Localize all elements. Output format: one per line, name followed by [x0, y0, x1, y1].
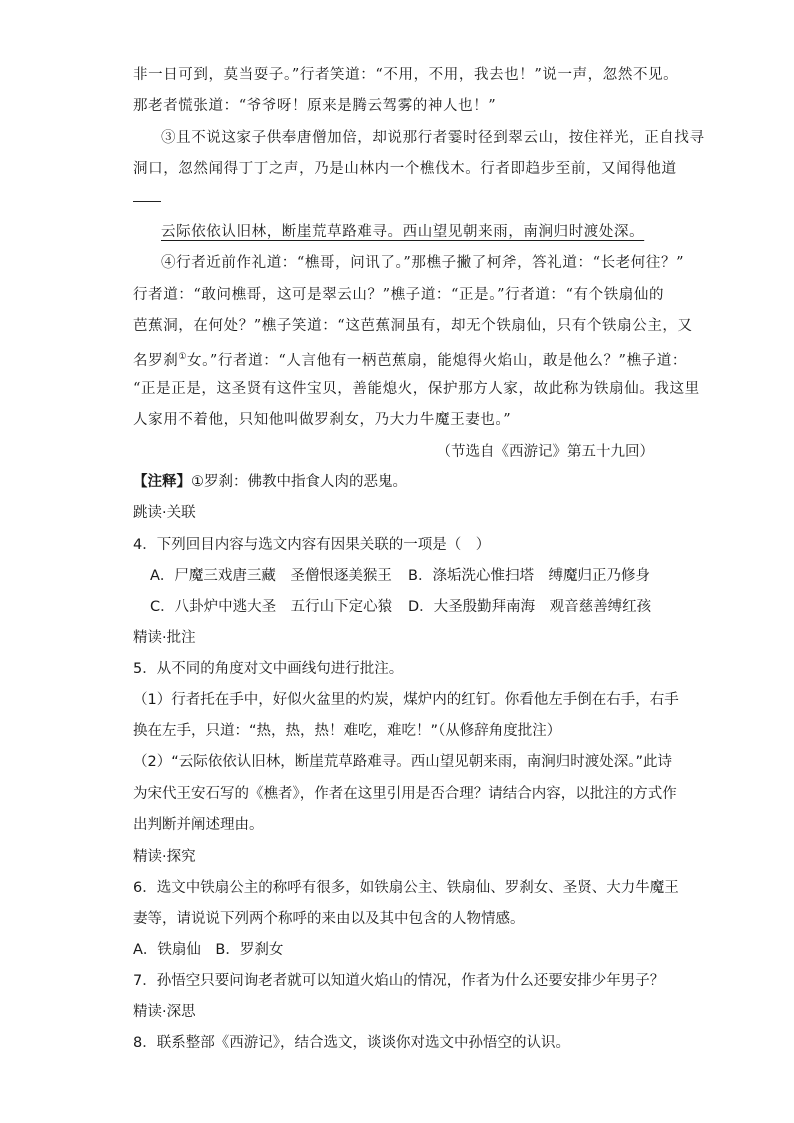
- passage-line: [133, 347, 687, 371]
- question-7-stem: 7．孙悟空只要问询老者就可以知道火焰山的情况，作者为什么还要安排少年男子？: [133, 973, 665, 989]
- question-5-sub2: （2）“云际依依认旧林，断崖荒草路难寻。西山望见朝来雨，南涧归时渡处深。”此诗: [133, 754, 672, 770]
- underlined-poem: 云际依依认旧林，断崖荒草路难寻。西山望见朝来雨，南涧归时渡处深。: [161, 224, 645, 240]
- annotation-note: [133, 472, 407, 492]
- question-4-option-c: C．八卦炉中逃大圣 五行山下定心猿: [150, 599, 393, 615]
- question-4-option-a: A．尸魔三戏唐三藏 圣僧恨逐美猴王: [150, 568, 392, 584]
- question-5-sub2-cont: 为宋代王安石写的《樵者》，作者在这里引用是否合理？请结合内容，以批注的方式作: [133, 786, 677, 802]
- question-6-options: A．铁扇仙 B．罗刹女: [133, 942, 284, 958]
- question-6-stem: 6．选文中铁扇公主的称呼有很多，如铁扇公主、铁扇仙、罗刹女、圣贤、大力牛魔王: [133, 880, 679, 896]
- question-5-sub1-cont: 换在左手，只道：“热，热，热！难吃，难吃！”（从修辞角度批注）: [133, 723, 562, 739]
- question-6-stem-cont: 妻等，请说说下列两个称呼的来由以及其中包含的人物情感。: [133, 911, 525, 927]
- passage-line: 行者道：“敢问樵哥，这可是翠云山？”樵子道：“正是。”行者道：“有个铁扇仙的: [133, 287, 665, 303]
- passage-line: 非一日可到，莫当耍子。”行者笑道：“不用，不用，我去也！”说一声，忽然不见。: [133, 67, 679, 83]
- question-5-sub1: （1）行者托在手中，好似火盆里的灼炭，煤炉内的红钉。你看他左手倒在右手，右手: [133, 692, 679, 708]
- question-4-option-d: D．大圣殷勤拜南海 观音慈善缚红孩: [408, 599, 652, 615]
- note-label: 【注释】: [133, 474, 191, 490]
- question-4-option-b: B．涤垢洗心惟扫塔 缚魔归正乃修身: [408, 568, 650, 584]
- passage-line: ③且不说这家子供奉唐僧加倍，却说那行者霎时径到翠云山，按住祥光，正自找寻: [161, 130, 705, 146]
- passage-line: 洞口，忽然闻得丁丁之声，乃是山林内一个樵伐木。行者即趋步至前，又闻得他道: [133, 161, 677, 177]
- passage-line: 芭蕉洞，在何处？”樵子笑道：“这芭蕉洞虽有，却无个铁扇仙，只有个铁扇公主，又: [133, 318, 693, 334]
- question-4-stem: 4．下列回目内容与选文内容有因果关联的一项是（ ）: [133, 537, 491, 553]
- section-heading: 精读·批注: [133, 630, 196, 646]
- section-heading: 跳读·关联: [133, 505, 196, 521]
- passage-line: 人家用不着他，只知他叫做罗刹女，乃大力牛魔王妻也。”: [133, 412, 512, 428]
- passage-line: “正是正是，这圣贤有这件宝贝，善能熄火，保护那方人家，故此称为铁扇仙。我这里: [133, 381, 700, 397]
- section-heading: 精读·探究: [133, 849, 196, 865]
- answer-blank: [133, 201, 161, 202]
- note-text: ①罗刹：佛教中指食人肉的恶鬼。: [191, 474, 407, 490]
- source-citation: （节选自《西游记》第五十九回）: [436, 444, 654, 460]
- question-5-sub2-cont: 出判断并阐述理由。: [133, 817, 264, 833]
- passage-text: 名罗刹: [133, 352, 179, 369]
- passage-line: 那老者慌张道：“爷爷呀！原来是腾云驾雾的神人也！”: [133, 98, 497, 114]
- question-8-stem: 8．联系整部《西游记》，结合选文，谈谈你对选文中孙悟空的认识。: [133, 1035, 570, 1051]
- footnote-marker: ①: [178, 352, 187, 362]
- passage-line: ④行者近前作礼道：“樵哥，问讯了。”那樵子撇了柯斧，答礼道：“长老何往？”: [161, 255, 685, 271]
- question-5-stem: 5．从不同的角度对文中画线句进行批注。: [133, 661, 404, 677]
- section-heading: 精读·深思: [133, 1004, 196, 1020]
- passage-text: 女。”行者道：“人言他有一柄芭蕉扇，能熄得火焰山，敢是他么？”樵子道：: [186, 352, 687, 369]
